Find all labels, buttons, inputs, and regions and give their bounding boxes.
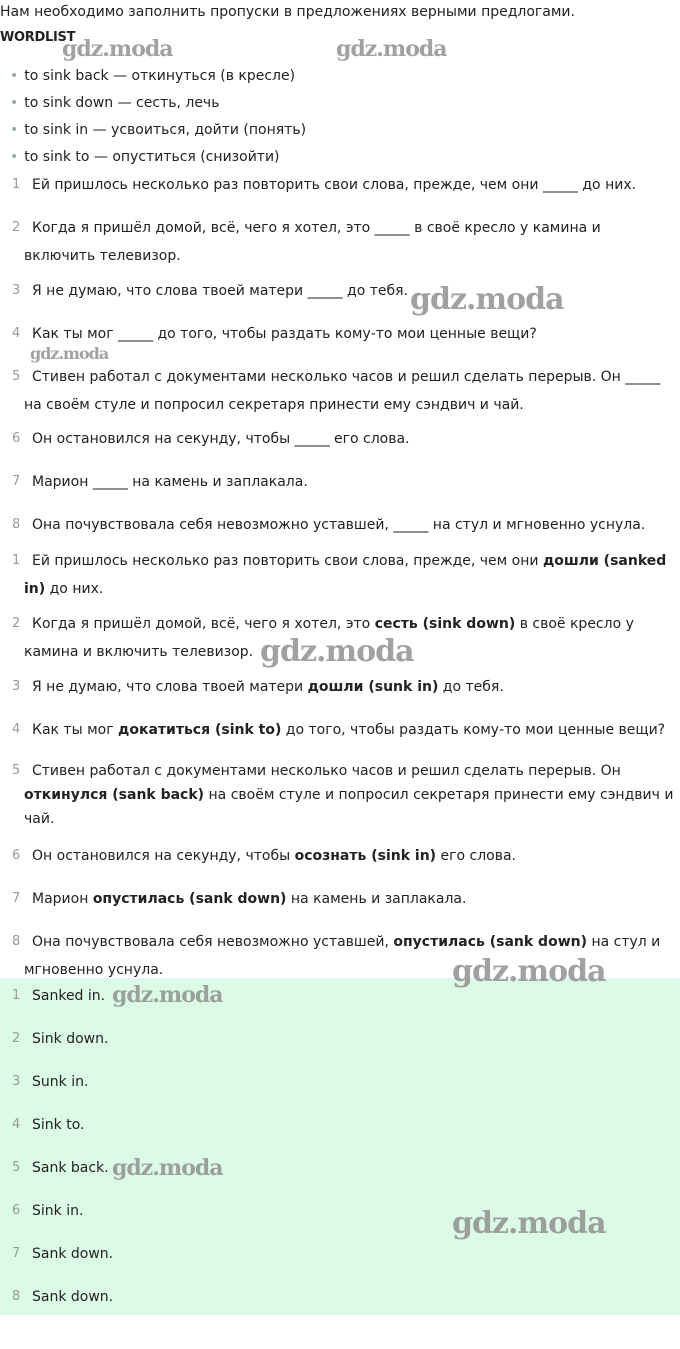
- watermark-logo: gdz.moda: [112, 982, 223, 1008]
- translation-item: 8 Она почувствовала себя невозможно уставшей, опустилась (sank down) на стул и мгновенно уснула.: [12, 934, 661, 978]
- bullet-icon: •: [10, 95, 19, 111]
- exercise-item: 1 Ей пришлось несколько раз повторить свои слова, прежде, чем они _____ до них.: [12, 177, 637, 193]
- exercise-item: 5 Стивен работал с документами несколько часов и решил сделать перерыв. Он _____ на своём стуле и попросил секретаря принести ему сэндвич и чай.: [12, 369, 661, 413]
- translation-item: 4 Как ты мог докатиться (sink to) до того, чтобы раздать кому-то мои ценные вещи?: [12, 722, 666, 738]
- watermark-logo: gdz.moda: [30, 344, 109, 363]
- exercise-item: 2 Когда я пришёл домой, всё, чего я хотел, это _____ в своё кресло у камина и включить телевизор.: [12, 220, 601, 264]
- bullet-icon: •: [10, 122, 19, 138]
- watermark-logo: gdz.moda: [410, 282, 564, 317]
- answer-item: 1 Sanked in.: [12, 988, 106, 1004]
- exercise-item: 4 Как ты мог _____ до того, чтобы раздать кому-то мои ценные вещи?: [12, 326, 537, 342]
- translation-item: 1 Ей пришлось несколько раз повторить свои слова, прежде, чем они дошли (sanked in) до них.: [12, 553, 667, 597]
- exercise-item: 6 Он остановился на секунду, чтобы _____ его слова.: [12, 431, 410, 447]
- watermark-logo: gdz.moda: [62, 36, 173, 62]
- answer-item: 2 Sink down.: [12, 1031, 109, 1047]
- exercise-item: 8 Она почувствовала себя невозможно уставшей, _____ на стул и мгновенно уснула.: [12, 517, 646, 533]
- translation-item: 6 Он остановился на секунду, чтобы осознать (sink in) его слова.: [12, 848, 517, 864]
- translation-item: 3 Я не думаю, что слова твоей матери дошли (sunk in) до тебя.: [12, 679, 504, 695]
- translation-item: 2 Когда я пришёл домой, всё, чего я хотел, это сесть (sink down) в своё кресло у камина и включить телевизор.: [12, 616, 634, 660]
- watermark-logo: gdz.moda: [336, 36, 447, 62]
- wordlist-item: • to sink down — сесть, лечь: [10, 95, 220, 111]
- answer-item: 5 Sank back.: [12, 1160, 109, 1176]
- wordlist-label: WORDLIST: [0, 30, 76, 45]
- answer-item: 3 Sunk in.: [12, 1074, 89, 1090]
- watermark-logo: gdz.moda: [452, 954, 606, 989]
- answer-item: 7 Sank down.: [12, 1246, 114, 1262]
- wordlist-item: • to sink to — опуститься (снизойти): [10, 149, 280, 165]
- bullet-icon: •: [10, 149, 19, 165]
- translation-item: 7 Марион опустилась (sank down) на камень и заплакала.: [12, 891, 467, 907]
- watermark-logo: gdz.moda: [112, 1155, 223, 1181]
- answer-item: 4 Sink to.: [12, 1117, 85, 1133]
- exercise-item: 7 Марион _____ на камень и заплакала.: [12, 474, 308, 490]
- watermark-logo: gdz.moda: [260, 634, 414, 669]
- translation-item: 5 Стивен работал с документами несколько часов и решил сделать перерыв. Он откинулся (sank back) на своём стуле и попросил секретаря принести ему сэндвич и чай.: [12, 763, 674, 827]
- answer-item: 8 Sank down.: [12, 1289, 114, 1305]
- wordlist-item: • to sink in — усвоиться, дойти (понять): [10, 122, 307, 138]
- answer-item: 6 Sink in.: [12, 1203, 84, 1219]
- watermark-logo: gdz.moda: [452, 1206, 606, 1241]
- exercise-item: 3 Я не думаю, что слова твоей матери _____ до тебя.: [12, 283, 409, 299]
- bullet-icon: •: [10, 68, 19, 84]
- wordlist-item: • to sink back — откинуться (в кресле): [10, 68, 296, 84]
- intro-text: Нам необходимо заполнить пропуски в предложениях верными предлогами.: [0, 4, 575, 20]
